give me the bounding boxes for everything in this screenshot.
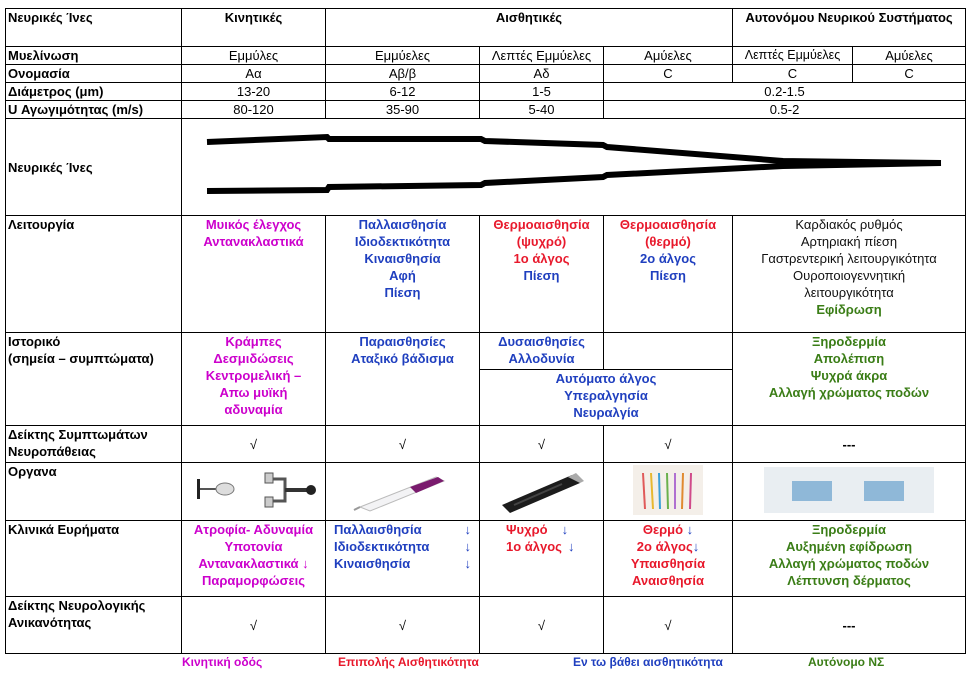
clinical-motor	[182, 521, 326, 597]
function-motor	[182, 216, 326, 333]
instrument-sensory-3	[604, 463, 733, 521]
instrument-motor	[182, 463, 326, 521]
ndi-check: √	[604, 597, 733, 654]
clinical-sensory-2	[480, 521, 604, 597]
history-line: Δεσμιδώσεις	[213, 351, 294, 366]
myelin-autonomic-1: Λεπτές Εμμύελες	[733, 47, 853, 65]
neuropathy-fiber-table	[5, 8, 966, 654]
clinical-item-text: Αναισθησία	[631, 573, 705, 588]
clinical-line: Λέπτυνση δέρματος	[787, 573, 911, 588]
function-line: Γαστρεντερική λειτουργικότητα	[761, 251, 937, 266]
row-label-diameter: Διάμετρος (μm)	[6, 83, 182, 101]
function-sensory-2	[480, 216, 604, 333]
history-line: Δυσαισθησίες	[498, 334, 585, 349]
ndi-check: √	[326, 597, 480, 654]
history-small-fiber	[480, 370, 733, 426]
function-sensory-1	[326, 216, 480, 333]
header-fiber-type: Νευρικές Ίνες	[6, 9, 182, 47]
nsi-label-line: Νευροπάθειας	[8, 444, 96, 459]
temperature-probe-icon	[492, 465, 592, 515]
down-arrow-icon: ↓	[464, 556, 471, 571]
row-label-nsi	[6, 426, 182, 463]
history-line: Υπεραλγησία	[564, 388, 648, 403]
clinical-item	[606, 572, 730, 589]
history-line: Αλλαγή χρώματος ποδών	[768, 385, 930, 400]
history-label-line: Ιστορικό	[8, 334, 61, 349]
legend-superficial-sensation: Επιπολής Αισθητικότητα	[338, 655, 479, 669]
clinical-item-text: 2ο άλγος	[636, 539, 693, 554]
function-line: 2ο άλγος	[640, 251, 696, 266]
clinical-item-text: Θερμό	[642, 522, 684, 537]
clinical-item	[328, 521, 477, 538]
clinical-sensory-1	[326, 521, 480, 597]
diameter-sensory-1: 6-12	[326, 83, 480, 101]
function-line: 1ο άλγος	[513, 251, 570, 266]
clinical-line: Υποτονία	[224, 539, 283, 554]
function-line: Αφή	[389, 268, 416, 283]
nsi-check: √	[182, 426, 326, 463]
clinical-autonomic	[733, 521, 966, 597]
clinical-sensory-3	[604, 521, 733, 597]
naming-sensory-1: Αβ/β	[326, 65, 480, 83]
velocity-c-fibers: 0.5-2	[604, 101, 966, 119]
function-line: Ουροποιογεννητική	[792, 268, 906, 283]
function-line: Θερμοαισθησία	[493, 217, 590, 232]
clinical-item	[328, 538, 477, 555]
history-line: Αλλοδυνία	[508, 351, 575, 366]
history-line: Απω μυϊκή	[219, 385, 288, 400]
header-motor: Κινητικές	[182, 9, 326, 47]
nsi-dash: ---	[733, 426, 966, 463]
header-sensory: Αισθητικές	[326, 9, 733, 47]
clinical-item-text: Ψυχρό	[506, 522, 548, 537]
velocity-motor: 80-120	[182, 101, 326, 119]
row-label-history	[6, 333, 182, 426]
reflex-hammer-and-caliper-icon	[189, 465, 319, 515]
row-label-velocity: U Αγωγιμότητας (m/s)	[6, 101, 182, 119]
fiber-lower-outline	[207, 163, 941, 191]
diameter-motor: 13-20	[182, 83, 326, 101]
vibration-pen-icon	[348, 465, 458, 515]
sudomotor-pad-icon	[764, 465, 934, 515]
nsi-label-line: Δείκτης Συμπτωμάτων	[8, 427, 148, 442]
clinical-item	[482, 538, 601, 555]
naming-sensory-3: C	[604, 65, 733, 83]
history-line: Αταξικό βάδισμα	[351, 351, 454, 366]
function-line: Πίεση	[384, 285, 421, 300]
history-sensory-1	[326, 333, 480, 426]
ndi-label-line: Δείκτης Νευρολογικής	[8, 598, 146, 613]
clinical-line: Αλλαγή χρώματος ποδών	[768, 556, 930, 571]
history-line: Κεντρομελική –	[205, 368, 302, 383]
ndi-check: √	[182, 597, 326, 654]
function-autonomic	[733, 216, 966, 333]
clinical-item	[328, 555, 477, 572]
clinical-item-text: Υπαισθησία	[630, 556, 706, 571]
row-label-fibers: Νευρικές Ίνες	[6, 119, 182, 216]
instrument-sensory-1	[326, 463, 480, 521]
clinical-item-text: Ιδιοδεκτικότητα	[334, 539, 430, 554]
down-arrow-icon: ↓	[686, 522, 694, 537]
history-motor	[182, 333, 326, 426]
function-line: Θερμοαισθησία	[619, 217, 717, 232]
clinical-item	[606, 555, 730, 572]
legend-deep-sensation: Εν τω βάθει αισθητικότητα	[573, 655, 723, 669]
ndi-check: √	[480, 597, 604, 654]
myelin-sensory-3: Αμύελες	[604, 47, 733, 65]
function-line: Πίεση	[649, 268, 686, 283]
nsi-check: √	[480, 426, 604, 463]
clinical-line: Ξηροδερμία	[812, 522, 886, 537]
history-line: Ψυχρά άκρα	[810, 368, 888, 383]
monofilament-needles-icon	[633, 465, 703, 515]
history-line: Νευραλγία	[573, 405, 639, 420]
myelin-motor: Εμμύλες	[182, 47, 326, 65]
row-label-instruments: Οργανα	[6, 463, 182, 521]
function-line: Εφίδρωση	[816, 302, 882, 317]
function-line: (ψυχρό)	[516, 234, 567, 249]
clinical-item	[482, 521, 601, 538]
instrument-autonomic	[733, 463, 966, 521]
naming-autonomic-2: C	[853, 65, 966, 83]
function-sensory-3	[604, 216, 733, 333]
clinical-item-text: Παλλαισθησία	[334, 522, 422, 537]
down-arrow-icon: ↓	[561, 522, 569, 537]
function-line: λειτουργικότητα	[804, 285, 894, 300]
ndi-label-line: Ανικανότητας	[8, 615, 92, 630]
clinical-line: Ατροφία- Αδυναμία	[193, 522, 314, 537]
down-arrow-icon: ↓	[692, 539, 700, 554]
function-line: (θερμό)	[645, 234, 691, 249]
nsi-check: √	[604, 426, 733, 463]
history-sensory-3-empty	[604, 333, 733, 370]
row-label-myelination: Μυελίνωση	[6, 47, 182, 65]
velocity-sensory-2: 5-40	[480, 101, 604, 119]
down-arrow-icon: ↓	[464, 522, 471, 537]
function-line: Παλλαισθησία	[358, 217, 447, 232]
row-label-naming: Ονομασία	[6, 65, 182, 83]
history-label-line: (σημεία – συμπτώματα)	[8, 351, 154, 366]
legend-autonomic-ns: Αυτόνομο ΝΣ	[808, 655, 885, 669]
row-label-ndi	[6, 597, 182, 654]
clinical-item-text: Κιναισθησία	[334, 556, 411, 571]
clinical-item	[606, 521, 730, 538]
naming-autonomic-1: C	[733, 65, 853, 83]
function-line: Πίεση	[523, 268, 560, 283]
history-line: Αυτόματο άλγος	[555, 371, 657, 386]
history-line: Ξηροδερμία	[812, 334, 886, 349]
function-line: Καρδιακός ρυθμός	[795, 217, 903, 232]
history-line: Απολέπιση	[813, 351, 885, 366]
myelin-sensory-1: Εμμύελες	[326, 47, 480, 65]
instrument-sensory-2	[480, 463, 604, 521]
fiber-upper-outline	[207, 137, 941, 163]
velocity-sensory-1: 35-90	[326, 101, 480, 119]
clinical-item	[606, 538, 730, 555]
clinical-line: Αντανακλαστικά ↓	[198, 556, 309, 571]
naming-motor: Αα	[182, 65, 326, 83]
function-line: Ιδιοδεκτικότητα	[354, 234, 451, 249]
history-line: Παραισθησίες	[359, 334, 446, 349]
myelin-autonomic-2: Αμύελες	[853, 47, 966, 65]
legend-motor-pathway: Κινητική οδός	[182, 655, 263, 669]
history-autonomic	[733, 333, 966, 426]
nsi-check: √	[326, 426, 480, 463]
row-label-clinical: Κλινικά Ευρήματα	[6, 521, 182, 597]
clinical-line: Παραμορφώσεις	[201, 573, 306, 588]
fiber-diagram-cell	[182, 119, 966, 216]
function-line: Κιναισθησία	[364, 251, 441, 266]
tapering-nerve-fiber-illustration	[183, 119, 965, 211]
diameter-c-fibers: 0.2-1.5	[604, 83, 966, 101]
myelin-sensory-2: Λεπτές Εμμύελες	[480, 47, 604, 65]
history-line: Κράμπες	[225, 334, 282, 349]
diameter-sensory-2: 1-5	[480, 83, 604, 101]
header-autonomic: Αυτονόμου Νευρικού Συστήματος	[733, 9, 966, 47]
history-sensory-2	[480, 333, 604, 370]
function-motor-line: Αντανακλαστικά	[203, 234, 304, 249]
ndi-dash: ---	[733, 597, 966, 654]
clinical-item-text: 1ο άλγος	[506, 539, 562, 554]
naming-sensory-2: Αδ	[480, 65, 604, 83]
function-motor-line: Μυικός έλεγχος	[205, 217, 302, 232]
clinical-line: Αυξημένη εφίδρωση	[785, 539, 913, 554]
history-line: αδυναμία	[224, 402, 283, 417]
down-arrow-icon: ↓	[464, 539, 471, 554]
down-arrow-icon: ↓	[567, 539, 575, 554]
row-label-function: Λειτουργία	[6, 216, 182, 333]
function-line: Αρτηριακή πίεση	[800, 234, 898, 249]
